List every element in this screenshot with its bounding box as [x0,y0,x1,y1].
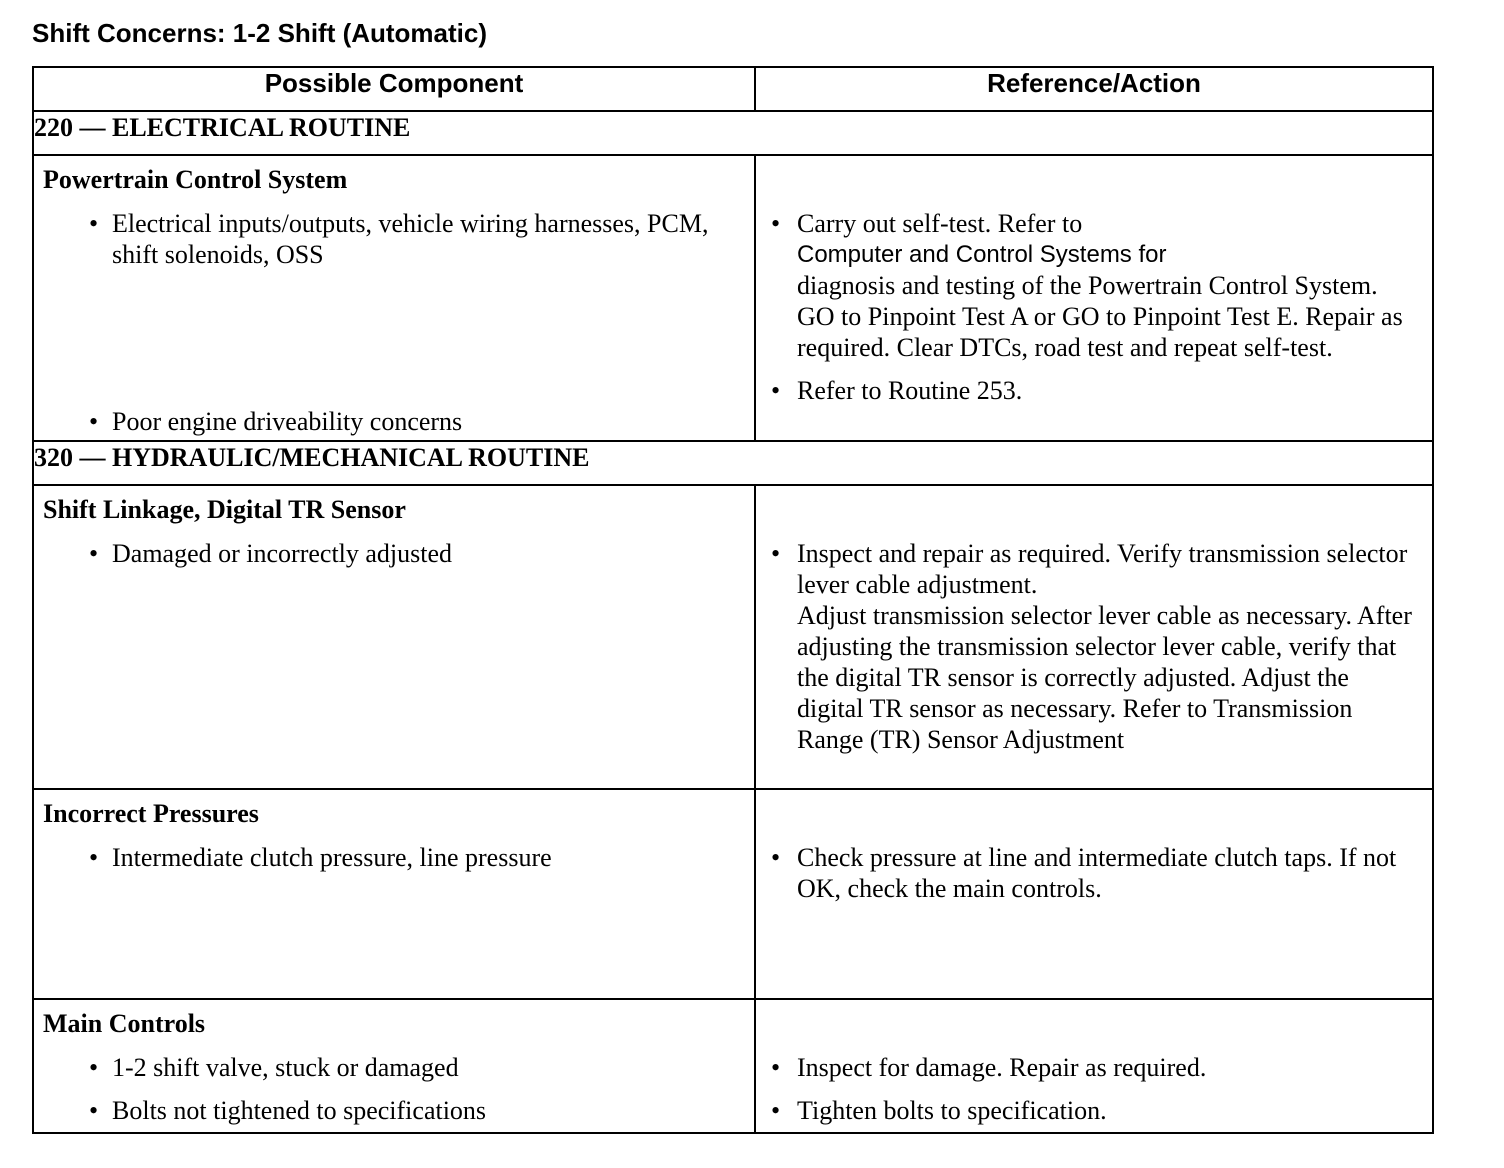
main-controls-item-bolts: • Bolts not tightened to specifications [34,1095,754,1126]
powertrain-action-selftest [756,208,1432,363]
powertrain-action-cell [755,155,1433,441]
routine-220-row [33,111,1433,155]
linkage-title: Shift Linkage, Digital TR Sensor [43,495,406,524]
main-controls-item-valve: • 1-2 shift valve, stuck or damaged [34,1052,754,1083]
main-controls-action-inspect: • Inspect for damage. Repair as required. [756,1052,1432,1083]
shift-linkage-row [33,485,1433,789]
incorrect-pressures-row [33,789,1433,999]
powertrain-item-driveability: • Poor engine driveability concerns [34,406,754,437]
linkage-action-inspect [756,538,1432,755]
linkage-component-cell [33,485,755,789]
computer-control-systems-link[interactable]: Computer and Control Systems for [797,241,1167,268]
linkage-action-adjust-text: Adjust transmission selector lever cable as necessary. After adjusting the transmission selector lever cable, verify that the digital TR sensor is correctly adjusted. Adjust the digital TR sensor as necessary. Refer to Transmission Range (TR) Sensor Adjustment [797,601,1412,754]
powertrain-action-selftest-detail: diagnosis and testing of the Powertrain Control System. GO to Pinpoint Test A or GO to Pinpoint Test E. Repair as required. Clear DTCs, road test and repeat self-test. [797,271,1403,362]
powertrain-component-cell [33,155,755,441]
routine-220-heading: 220 — ELECTRICAL ROUTINE [33,111,1433,155]
pressures-action-check: • Check pressure at line and intermediate clutch taps. If not OK, check the main controls. [756,842,1432,904]
routine-320-heading: 320 — HYDRAULIC/MECHANICAL ROUTINE [33,441,1433,485]
linkage-action-inspect-text: • Inspect and repair as required. Verify transmission selector lever cable adjustment. [797,539,1408,599]
pressures-action-cell [755,789,1433,999]
table-header-row [33,67,1433,111]
powertrain-title: Powertrain Control System [43,165,348,194]
possible-component-header: Possible Component [33,67,755,111]
powertrain-action-selftest-text: • Carry out self-test. Refer to [797,209,1083,238]
linkage-action-cell [755,485,1433,789]
main-controls-title: Main Controls [43,1009,206,1038]
main-controls-action-tighten: • Tighten bolts to specification. [756,1095,1432,1126]
shift-concerns-table [32,66,1434,1134]
main-controls-row [33,999,1433,1133]
pressures-component-cell [33,789,755,999]
linkage-item-damaged: • Damaged or incorrectly adjusted [34,538,754,569]
routine-320-row [33,441,1433,485]
powertrain-item-electrical: • Electrical inputs/outputs, vehicle wiring harnesses, PCM, shift solenoids, OSS [34,208,754,270]
pressures-item-clutch: • Intermediate clutch pressure, line pressure [34,842,754,873]
powertrain-control-row [33,155,1433,441]
page-title: Shift Concerns: 1-2 Shift (Automatic) [32,18,488,48]
main-controls-component-cell [33,999,755,1133]
reference-action-header: Reference/Action [755,67,1433,111]
main-controls-action-cell [755,999,1433,1133]
powertrain-action-routine-253: • Refer to Routine 253. [756,375,1432,406]
pressures-title: Incorrect Pressures [43,799,259,828]
